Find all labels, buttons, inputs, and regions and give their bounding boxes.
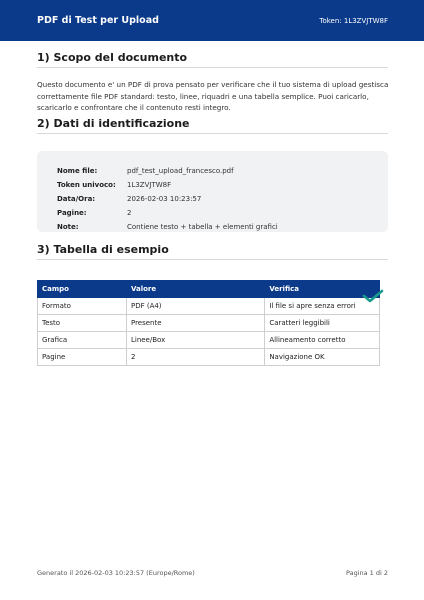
check-icon bbox=[362, 289, 384, 303]
document-title: PDF di Test per Upload bbox=[37, 15, 159, 26]
page-header bbox=[0, 0, 424, 41]
table-cell: Presente bbox=[126, 315, 264, 332]
info-value: 1L3ZVJTW8F bbox=[127, 181, 172, 189]
section-scope-heading: 1) Scopo del documento bbox=[37, 51, 188, 64]
info-value: 2026-02-03 10:23:57 bbox=[127, 195, 202, 203]
table-header-cell: Verifica bbox=[265, 281, 380, 298]
table-cell: PDF (A4) bbox=[126, 298, 264, 315]
identification-box bbox=[37, 151, 388, 232]
table-cell: Pagine bbox=[38, 349, 127, 366]
table-cell: Navigazione OK bbox=[265, 349, 380, 366]
table-cell: Il file si apre senza errori bbox=[265, 298, 380, 315]
info-label: Token univoco: bbox=[57, 181, 116, 189]
footer-page-number: Pagina 1 di 2 bbox=[345, 569, 388, 577]
table-cell: Caratteri leggibili bbox=[265, 315, 380, 332]
info-label: Pagine: bbox=[57, 209, 87, 217]
section-divider bbox=[37, 259, 388, 260]
info-label: Nome file: bbox=[57, 167, 98, 175]
section-divider bbox=[37, 67, 388, 68]
info-row bbox=[37, 167, 388, 179]
table-header-row bbox=[38, 281, 380, 298]
table-header-cell: Campo bbox=[38, 281, 127, 298]
info-row bbox=[37, 181, 388, 193]
info-value: pdf_test_upload_francesco.pdf bbox=[127, 167, 234, 175]
table-row bbox=[38, 315, 380, 332]
section-divider bbox=[37, 133, 388, 134]
sample-table bbox=[37, 280, 380, 366]
table-row bbox=[38, 332, 380, 349]
info-label: Note: bbox=[57, 223, 79, 231]
info-row bbox=[37, 195, 388, 207]
table-row bbox=[38, 298, 380, 315]
info-row bbox=[37, 209, 388, 221]
section-ident-heading: 2) Dati di identificazione bbox=[37, 117, 190, 130]
scope-paragraph: Questo documento e' un PDF di prova pensato per verificare che il tuo sistema di upload gestisca correttamente file PDF standard: testo, linee, riquadri e una tabella semplice. Puoi caricarlo, scaricarlo e confrontare che il contenuto resti integro. bbox=[37, 80, 389, 112]
info-row bbox=[37, 223, 388, 232]
info-label: Data/Ora: bbox=[57, 195, 96, 203]
table-cell: Linee/Box bbox=[126, 332, 264, 349]
info-value: Contiene testo + tabella + elementi grafici bbox=[127, 223, 278, 231]
table-header-cell: Valore bbox=[126, 281, 264, 298]
section-table-heading: 3) Tabella di esempio bbox=[37, 243, 169, 256]
info-value: 2 bbox=[127, 209, 132, 217]
table-cell: Allineamento corretto bbox=[265, 332, 380, 349]
table-cell: Formato bbox=[38, 298, 127, 315]
header-token: Token: 1L3ZVJTW8F bbox=[319, 17, 388, 25]
footer-generated: Generato il 2026-02-03 10:23:57 (Europe/Rome) bbox=[37, 569, 195, 577]
table-cell: 2 bbox=[126, 349, 264, 366]
table-row bbox=[38, 349, 380, 366]
table-cell: Testo bbox=[38, 315, 127, 332]
table-cell: Grafica bbox=[38, 332, 127, 349]
